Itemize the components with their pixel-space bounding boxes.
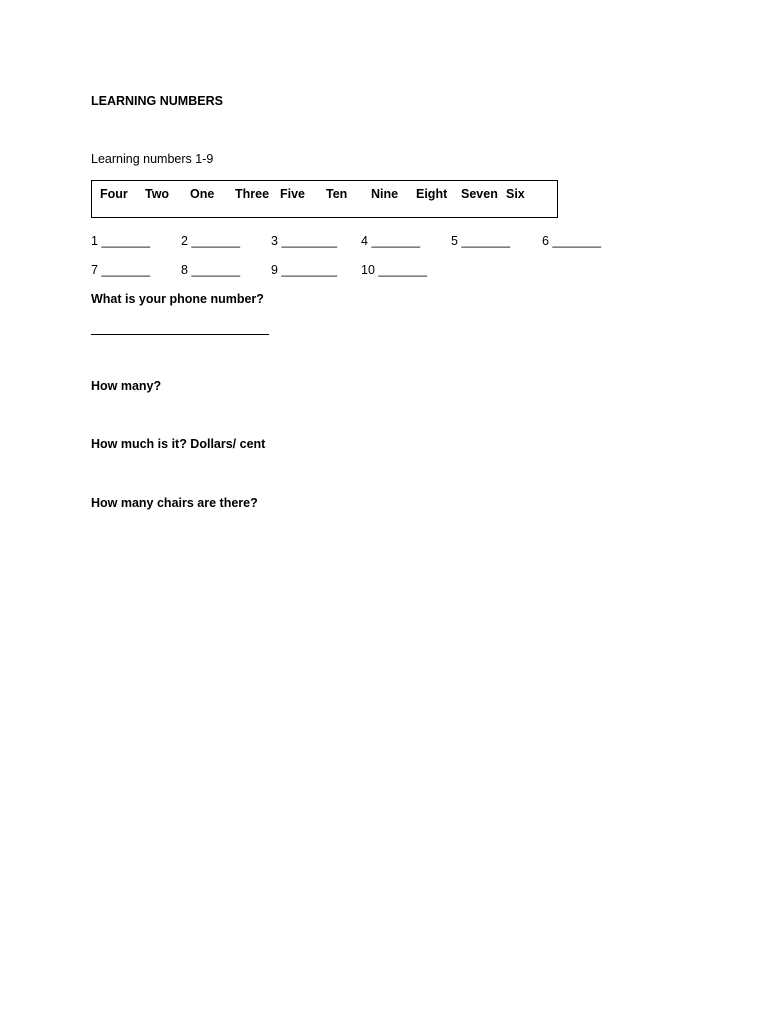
- word-bank-item: Ten: [326, 187, 348, 201]
- blank-line: _______: [101, 263, 151, 277]
- number-blank[interactable]: [181, 234, 240, 248]
- blank-number: 4: [361, 234, 368, 248]
- blank-number: 1: [91, 234, 98, 248]
- word-bank-item: Nine: [371, 187, 399, 201]
- blank-number: 8: [181, 263, 188, 277]
- blank-number: 9: [271, 263, 278, 277]
- blank-line: _______: [371, 234, 421, 248]
- blank-line: _______: [101, 234, 151, 248]
- number-blank[interactable]: [91, 263, 150, 277]
- blank-line: _______: [191, 234, 241, 248]
- blank-line: ________: [281, 234, 338, 248]
- blank-line: _______: [552, 234, 602, 248]
- blank-line: _______: [461, 234, 511, 248]
- word-bank-item: Eight: [416, 187, 448, 201]
- blank-number: 5: [451, 234, 458, 248]
- word-bank-box: [91, 180, 558, 218]
- number-blank[interactable]: [271, 263, 337, 277]
- section-title: Learning numbers 1-9: [91, 152, 214, 166]
- phone-question: What is your phone number?: [91, 292, 264, 306]
- blank-number: 10: [361, 263, 375, 277]
- chairs-question: How many chairs are there?: [91, 496, 258, 510]
- number-blank[interactable]: [361, 263, 427, 277]
- blank-line: _______: [191, 263, 241, 277]
- number-blank[interactable]: [181, 263, 240, 277]
- number-blank[interactable]: [361, 234, 420, 248]
- number-blank[interactable]: [271, 234, 337, 248]
- page-title: LEARNING NUMBERS: [91, 94, 223, 108]
- word-bank-item: Three: [235, 187, 270, 201]
- blank-line: ________: [281, 263, 338, 277]
- how-much-question: How much is it? Dollars/ cent: [91, 437, 266, 451]
- blank-number: 7: [91, 263, 98, 277]
- number-blank[interactable]: [451, 234, 510, 248]
- word-bank-item: Four: [100, 187, 128, 201]
- blank-number: 2: [181, 234, 188, 248]
- word-bank-item: Five: [280, 187, 306, 201]
- word-bank-item: Seven: [461, 187, 498, 201]
- blank-number: 6: [542, 234, 549, 248]
- word-bank-item: Six: [506, 187, 525, 201]
- number-blank[interactable]: [542, 234, 601, 248]
- blank-line: _______: [378, 263, 428, 277]
- number-blank[interactable]: [91, 234, 150, 248]
- word-bank-item: Two: [145, 187, 170, 201]
- word-bank-item: One: [190, 187, 215, 201]
- phone-answer-line[interactable]: [91, 334, 269, 335]
- blank-number: 3: [271, 234, 278, 248]
- how-many-question: How many?: [91, 379, 162, 393]
